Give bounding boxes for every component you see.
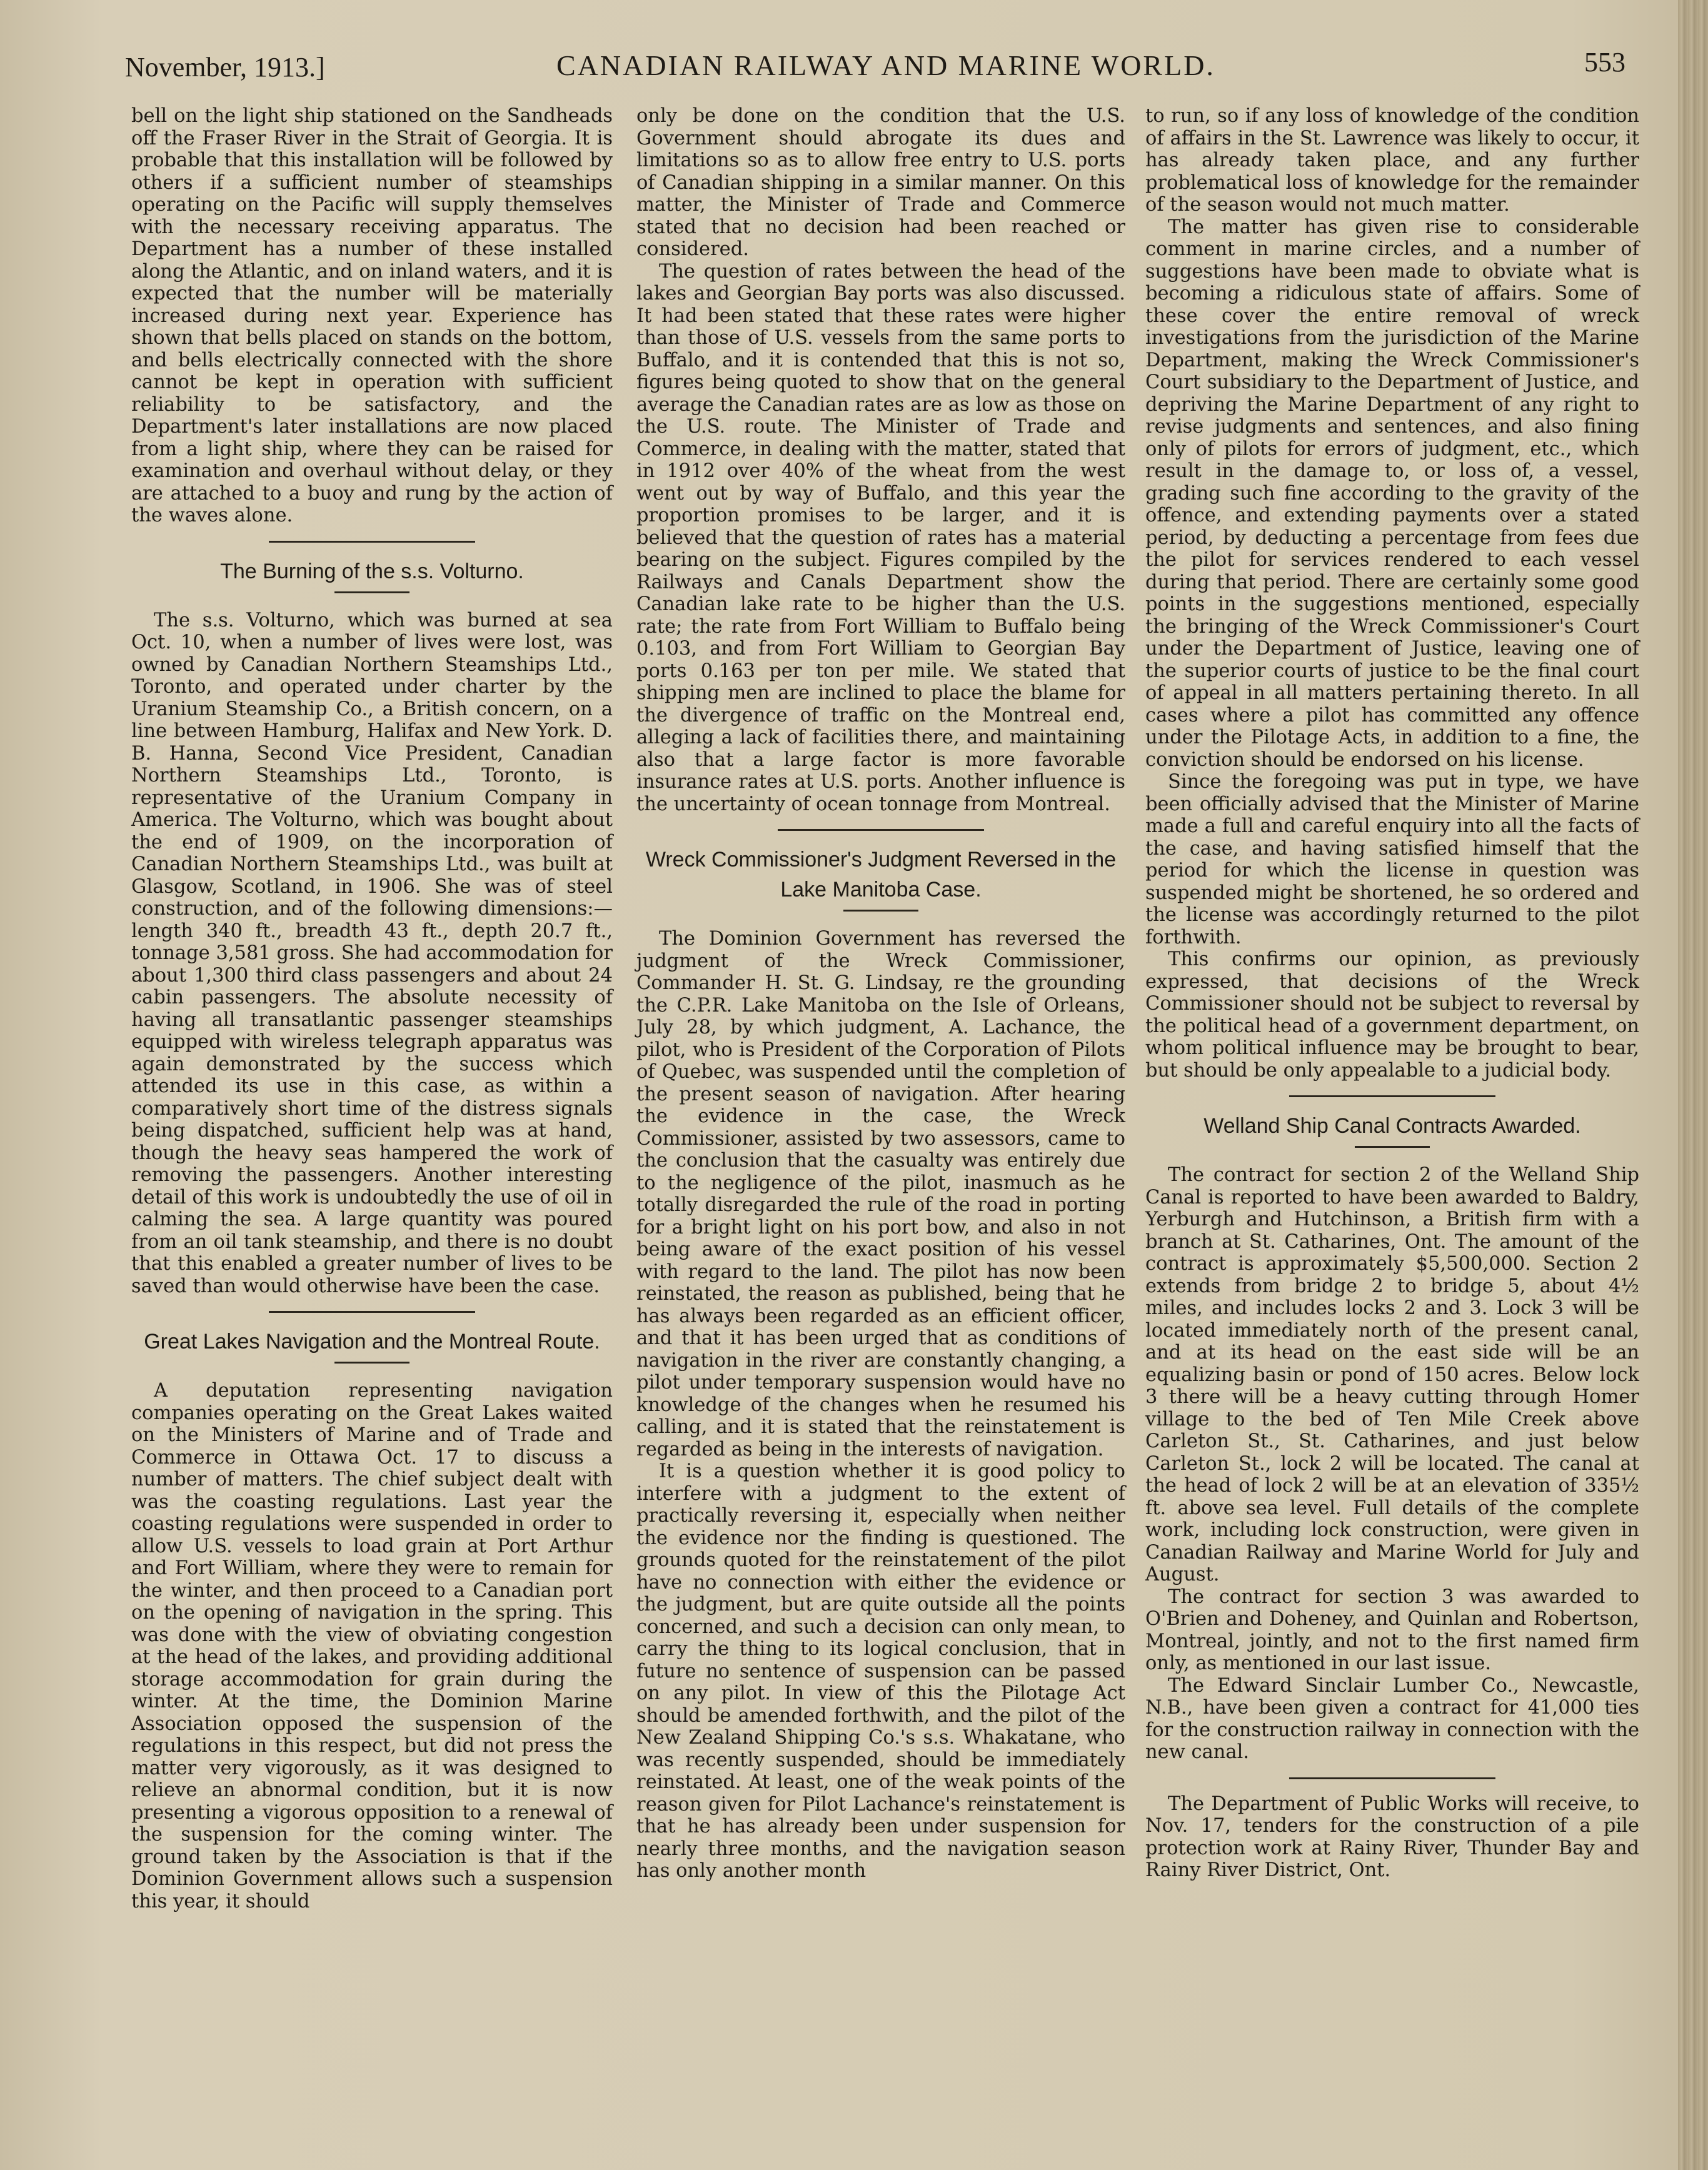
publication-title: CANADIAN RAILWAY AND MARINE WORLD. [556,49,1215,81]
issue-date: November, 1913.] [125,52,325,83]
section-divider [269,1311,475,1313]
section-divider [1289,1777,1495,1779]
heading-underline [334,1362,409,1364]
paragraph: bell on the light ship stationed on the Sandheads off the Fraser River in the Strait of Georgia. It is probable that this installation will be followed by others if a sufficient number of steamships operating on the Pacific will supply themselves with the necessary receiving apparatus. The Department has a number of these installed along the Atlantic, and on inland waters, and it is expected that the number will be materially increased during next year. Experience has shown that bells placed on stands on the bottom, and bells electrically connected with the shore cannot be kept in operation with sufficient reliability to be satisfactory, and the Department's later installations are now placed from a light ship, where they can be raised for examination and overhaul without delay, or they are attached to a buoy and rung by the action of the waves alone. [131,105,613,526]
article-heading-wreck-commissioner: Wreck Commissioner's Judgment Reversed in the Lake Manitoba Case. [645,848,1117,902]
paragraph: It is a question whether it is good policy to interfere with a judgment to the extent of practically reversing it, especially when neither the evidence nor the finding is questioned. The grounds quoted for the reinstatement of the pilot have no connection with either the evidence or the judgment, but are quite outside all the points concerned, and such a decision can only mean, to carry the thing to its logical conclusion, that in future no sentence of suspension can be passed on any pilot. In view of this the Pilotage Act should be amended forthwith, and the pilot of the New Zealand Shipping Co.'s s.s. Whakatane, who was recently suspended, should be immediately reinstated. At least, one of the weak points of the reason given for Pilot Lachance's reinstatement is that he has already been under suspension for nearly three months, and the navigation season has only another month [636,1460,1125,1882]
heading-underline [843,910,918,912]
section-divider [778,829,984,831]
section-divider [1289,1095,1495,1097]
paragraph: The contract for section 3 was awarded to O'Brien and Doheney, and Quinlan and Robertson, Montreal, jointly, and not to the first named firm only, as mentioned in our last issue. [1145,1585,1639,1674]
paragraph: The Dominion Government has reversed the judgment of the Wreck Commissioner, Commander H. St. G. Lindsay, re the grounding the C.P.R. Lake Manitoba on the Isle of Orleans, July 28, by which judgment, A. Lachance, the pilot, who is President of the Corporation of Pilots of Quebec, was suspended until the completion of the present season of navigation. After hearing the evidence in the case, the Wreck Commissioner, assisted by two assessors, came to the conclusion that the casualty was entirely due to the negligence of the pilot, inasmuch as he totally disregarded the rule of the road in porting for a bright light on his port bow, and also in not being aware of the exact position of his vessel with regard to the land. The pilot has now been reinstated, the reason as published, being that he has always been regarded as an efficient officer, and that it has been urged that as conditions of navigation in the river are constantly changing, a pilot under temporary suspension would have no knowledge of the changes when he resumed his calling, and it is stated that the reinstatement is regarded as being in the interests of navigation. [636,928,1125,1460]
column-3 [1145,105,1639,1882]
running-header [125,44,1625,88]
heading-underline [334,591,409,593]
paragraph: The matter has given rise to considerable comment in marine circles, and a number of suggestions have been made to obviate what is becoming a ridiculous state of affairs. Some of these cover the entire removal of wreck investigations from the jurisdiction of the Marine Department, making the Wreck Commissioner's Court subsidiary to the Department of Justice, and depriving the Marine Department of any right to revise judgments and sentences, and also fining only of pilots for errors of judgment, etc., which result in the damage to, or loss of, a vessel, grading such fine according to the gravity of the offence, and extending payments over a stated period, by deducting a percentage from fees due the pilot for services rendered to each vessel during that period. There are certainly some good points in the suggestions mentioned, especially the bringing of the Wreck Commissioner's Court under the Department of Justice, leaving one of the superior courts of justice to be the final court of appeal in all matters pertaining thereto. In all cases where a pilot has committed any offence under the Pilotage Acts, in addition to a fine, the conviction should be endorsed on his license. [1145,216,1639,771]
paragraph: to run, so if any loss of knowledge of the condition of affairs in the St. Lawrence was likely to occur, it has already taken place, and any further problematical loss of knowledge for the remainder of the season would not much matter. [1145,105,1639,216]
column-1 [131,105,613,1912]
paragraph: The Department of Public Works will receive, to Nov. 17, tenders for the construction of a pile protection work at Rainy River, Thunder Bay and Rainy River District, Ont. [1145,1792,1639,1881]
article-heading-welland-canal: Welland Ship Canal Contracts Awarded. [1203,1114,1581,1138]
paragraph: The question of rates between the head of the lakes and Georgian Bay ports was also discussed. It had been stated that these rates were higher than those of U.S. vessels from the same ports to Buffalo, and it is contended that this is not so, figures being quoted to show that on the general average the Canadian rates are as low as those on the U.S. route. The Minister of Trade and Commerce, in dealing with the matter, stated that in 1912 over 40% of the wheat from the west went out by way of Buffalo, and this year the proportion promises to be larger, and it is believed that the question of rates has a material bearing on the subject. Figures compiled by the Railways and Canals Department show the Canadian lake rate to be higher than the U.S. rate; the rate from Fort William to Buffalo being 0.103, and from Fort William to Georgian Bay ports 0.163 per ton per mile. We stated that shipping men are inclined to place the blame for the divergence of traffic on the Montreal end, alleging a lack of facilities there, and maintaining also that a large factor is more favorable insurance rates at U.S. ports. Another influence is the uncertainty of ocean tonnage from Montreal. [636,260,1125,815]
column-2 [636,105,1125,1882]
paragraph: The contract for section 2 of the Welland Ship Canal is reported to have been awarded to Baldry, Yerburgh and Hutchinson, a British firm with a branch at St. Catharines, Ont. The amount of the contract is approximately $5,500,000. Section 2 extends from bridge 2 to bridge 5, about 4½ miles, and includes locks 2 and 3. Lock 3 will be located immediately north of the present canal, and at its head on the east side will be an equalizing basin or pond of 150 acres. Below lock 3 there will be a heavy cutting through Homer village to the bed of Ten Mile Creek above Carleton St., St. Catharines, and just below Carleton St., lock 2 will be located. The canal at the head of lock 2 will be at an elevation of 335½ ft. above sea level. Full details of the complete work, including lock construction, were given in Canadian Railway and Marine World for July and August. [1145,1164,1639,1585]
page-number: 553 [1584,47,1625,78]
paragraph: Since the foregoing was put in type, we have been officially advised that the Minister of Marine made a full and careful enquiry into all the facts of the case, and having satisfied himself that the period for which the license in question was suspended might be shortened, he so ordered and the license was accordingly returned to the pilot forthwith. [1145,771,1639,948]
paragraph: only be done on the condition that the U.S. Government should abrogate its dues and limitations so as to allow free entry to U.S. ports of Canadian shipping in a similar manner. On this matter, the Minister of Trade and Commerce stated that no decision had been reached or considered. [636,105,1125,260]
paragraph: This confirms our opinion, as previously expressed, that decisions of the Wreck Commissioner should not be subject to reversal by the political head of a government department, on whom political influence may be brought to bear, but should be only appealable to a judicial body. [1145,948,1639,1082]
paragraph: A deputation representing navigation companies operating on the Great Lakes waited on the Ministers of Marine and of Trade and Commerce in Ottawa Oct. 17 to discuss a number of matters. The chief subject dealt with was the coasting regulations. Last year the coasting regulations were suspended in order to allow U.S. vessels to load grain at Port Arthur and Fort William, where they were to remain for the winter, and then proceed to a Canadian port on the opening of navigation in the spring. This was done with the view of obviating congestion at the head of the lakes, and providing additional storage accommodation for grain during the winter. At the time, the Dominion Marine Association opposed the suspension of the regulations in this respect, but did not press the matter very vigorously, as it was designed to relieve an abnormal condition, but it is now presenting a vigorous opposition to a renewal of the suspension for the coming winter. The ground taken by the Association is that if the Dominion Government allows such a suspension this year, it should [131,1380,613,1912]
article-heading-volturno: The Burning of the s.s. Volturno. [220,559,524,583]
paragraph: The Edward Sinclair Lumber Co., Newcastle, N.B., have been given a contract for 41,000 ties for the construction railway in connection with the new canal. [1145,1674,1639,1763]
section-divider [269,541,475,543]
paragraph: The s.s. Volturno, which was burned at sea Oct. 10, when a number of lives were lost, was owned by Canadian Northern Steamships Ltd., Toronto, and operated under charter by the Uranium Steamship Co., a British concern, on a line between Hamburg, Halifax and New York. D. B. Hanna, Second Vice President, Canadian Northern Steamships Ltd., Toronto, is representative of the Uranium Company in America. The Volturno, which was bought about the end of 1909, on the incorporation of Canadian Northern Steamships Ltd., was built at Glasgow, Scotland, in 1906. She was of steel construction, and of the following dimensions:—length 340 ft., breadth 43 ft., depth 20.7 ft., tonnage 3,581 gross. She had accommodation for about 1,300 third class passengers and about 24 cabin passengers. The absolute necessity of having all transatlantic passenger steamships equipped with wireless telegraph apparatus was again demonstrated by the success which attended its use in this case, as within a comparatively short time of the distress signals being dispatched, sufficient help was at hand, though the heavy seas hampered the work of removing the passengers. Another interesting detail of this work is undoubtedly the use of oil in calming the sea. A large quantity was poured from an oil tank steamship, and there is no doubt that this enabled a greater number of lives to be saved than would otherwise have been the case. [131,609,613,1297]
page-binding-edge [1678,0,1708,2170]
heading-underline [1355,1146,1430,1148]
article-heading-great-lakes: Great Lakes Navigation and the Montreal Route. [144,1330,600,1354]
